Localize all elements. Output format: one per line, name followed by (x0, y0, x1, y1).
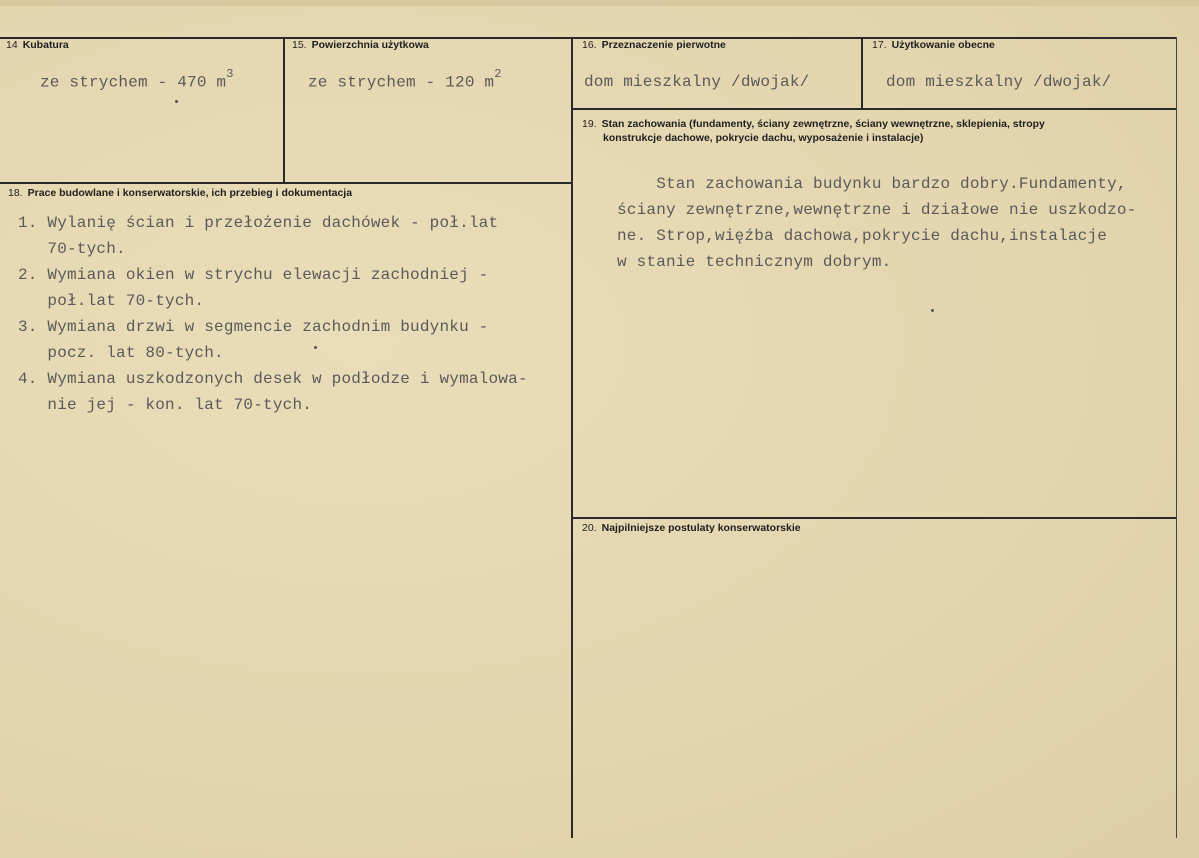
field-19-title-line1 (582, 117, 1162, 131)
field-19-title-b: konstrukcje dachowe, pokrycie dachu, wyposażenie i instalacje) (603, 132, 924, 144)
field-14-title: Kubatura (22, 39, 69, 51)
field-14-superscript: 3 (226, 67, 234, 81)
field-19-title-line2 (582, 131, 1162, 145)
speck (175, 100, 178, 103)
field-14-label (6, 38, 69, 52)
divider-14-15 (283, 37, 285, 183)
field-15-label (292, 38, 429, 52)
field-18-line: 3. Wymiana drzwi w segmencie zachodnim budynku - (18, 318, 489, 336)
field-15-superscript: 2 (494, 67, 502, 81)
field-16-value: dom mieszkalny /dwojak/ (584, 73, 810, 91)
field-18-line: nie jej - kon. lat 70-tych. (18, 396, 313, 414)
field-16-title: Przeznaczenie pierwotne (601, 39, 726, 51)
field-20-label (582, 521, 801, 535)
field-17-title: Użytkowanie obecne (891, 39, 995, 51)
rule-16-17-bottom (572, 108, 1176, 110)
field-18-line: pocz. lat 80-tych. (18, 344, 224, 362)
field-16-label (582, 38, 726, 52)
field-19-label (582, 117, 1162, 145)
field-14-value-text: ze strychem - 470 m (40, 73, 227, 92)
field-18-line: poł.lat 70-tych. (18, 292, 205, 310)
divider-main (571, 37, 573, 838)
field-15-value (308, 67, 502, 92)
speck (314, 346, 317, 349)
field-19-number: 19. (582, 118, 597, 130)
rule-14-15-bottom (0, 182, 572, 184)
rule-19-bottom (572, 517, 1176, 519)
field-18-label (8, 186, 352, 200)
paper-edge (0, 0, 1199, 6)
field-19-title-a: Stan zachowania (fundamenty, ściany zewnętrzne, ściany wewnętrzne, sklepienia, stropy (601, 118, 1045, 130)
field-18-number: 18. (8, 187, 23, 199)
field-16-number: 16. (582, 39, 597, 51)
field-17-value: dom mieszkalny /dwojak/ (886, 73, 1112, 91)
field-20-title: Najpilniejsze postulaty konserwatorskie (601, 522, 801, 534)
divider-16-17 (861, 37, 863, 109)
field-17-number: 17. (872, 39, 887, 51)
field-18-line: 2. Wymiana okien w strychu elewacji zachodniej - (18, 266, 489, 284)
field-17-label (872, 38, 995, 52)
field-15-number: 15. (292, 39, 307, 51)
field-19-line: w stanie technicznym dobrym. (617, 253, 892, 271)
field-15-title: Powierzchnia użytkowa (311, 39, 429, 51)
field-14-value (40, 67, 234, 92)
field-19-line: Stan zachowania budynku bardzo dobry.Fundamenty, (617, 175, 1127, 193)
field-18-title: Prace budowlane i konserwatorskie, ich przebieg i dokumentacja (27, 187, 353, 199)
speck (931, 309, 934, 312)
field-20-number: 20. (582, 522, 597, 534)
field-18-line: 1. Wylanię ścian i przełożenie dachówek - poł.lat (18, 214, 499, 232)
field-19-line: ne. Strop,więźba dachowa,pokrycie dachu,instalacje (617, 227, 1108, 245)
field-19-line: ściany zewnętrzne,wewnętrzne i działowe nie uszkodzo- (617, 201, 1137, 219)
right-edge-rule (1176, 37, 1177, 838)
field-15-value-text: ze strychem - 120 m (308, 73, 495, 92)
field-14-number: 14 (6, 39, 18, 51)
field-18-line: 4. Wymiana uszkodzonych desek w podłodze i wymalowa- (18, 370, 528, 388)
field-18-line: 70-tych. (18, 240, 126, 258)
